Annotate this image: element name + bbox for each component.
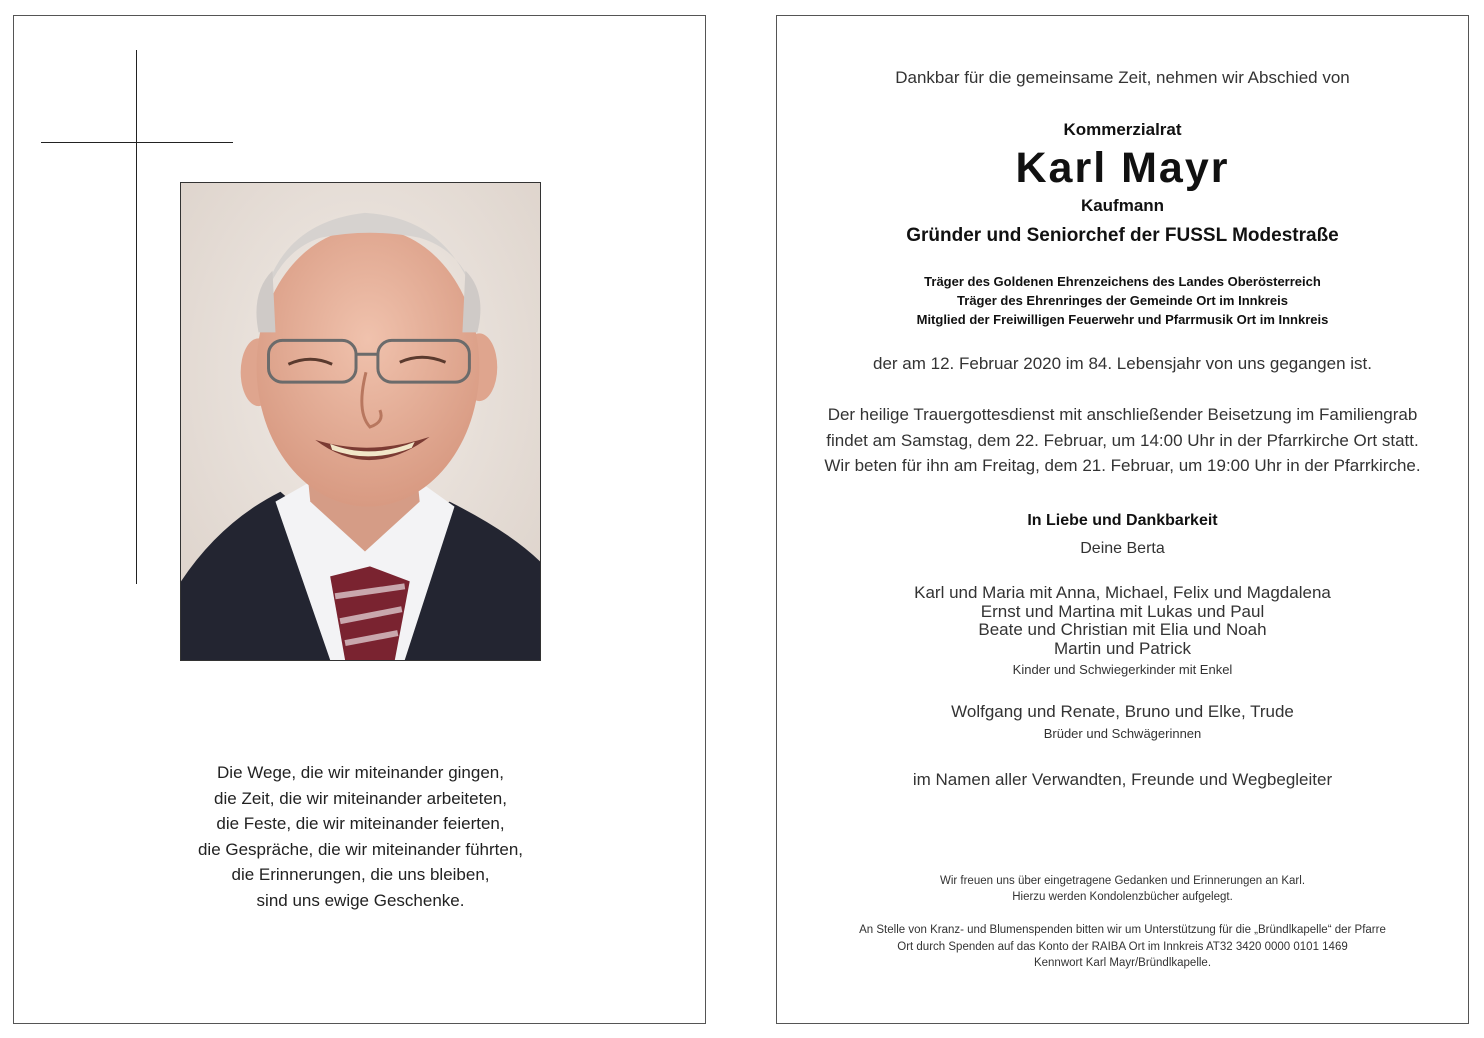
portrait-photo bbox=[180, 182, 541, 661]
poem-line: Die Wege, die wir miteinander gingen, bbox=[217, 763, 504, 782]
service-line: findet am Samstag, dem 22. Februar, um 14:00 Uhr in der Pfarrkirche Ort statt. bbox=[826, 430, 1419, 450]
donation-line: An Stelle von Kranz- und Blumenspenden bitten wir um Unterstützung für die „Bründlkapelle“ der Pfarre bbox=[859, 924, 1386, 936]
poem-line: sind uns ewige Geschenke. bbox=[256, 890, 465, 910]
award-line: Träger des Goldenen Ehrenzeichens des Landes Oberösterreich bbox=[924, 274, 1321, 289]
children-line: Ernst und Martina mit Lukas und Paul bbox=[980, 601, 1265, 621]
love-heading: In Liebe und Dankbarkeit bbox=[1027, 512, 1218, 529]
children-line: Martin und Patrick bbox=[1054, 638, 1191, 658]
children-line: Karl und Maria mit Anna, Michael, Felix und Magdalena bbox=[914, 583, 1331, 602]
condolence-note bbox=[777, 874, 1468, 905]
poem-line: die Erinnerungen, die uns bleiben, bbox=[231, 865, 490, 885]
service-line: Der heilige Trauergottesdienst mit anschließender Beisetzung im Familiengrab bbox=[827, 405, 1418, 424]
siblings-line: Wolfgang und Renate, Bruno und Elke, Trude bbox=[951, 702, 1294, 721]
role-description: Gründer und Seniorchef der FUSSL Modestraße bbox=[906, 225, 1339, 246]
children-line: Beate und Christian mit Elia und Noah bbox=[978, 620, 1267, 639]
profession: Kaufmann bbox=[1080, 196, 1165, 215]
poem bbox=[14, 760, 707, 914]
cross-vertical-line bbox=[136, 50, 137, 584]
poem-line: die Zeit, die wir miteinander arbeiteten, bbox=[214, 788, 507, 808]
wife-name: Deine Berta bbox=[1080, 540, 1165, 557]
children-note: Kinder und Schwiegerkinder mit Enkel bbox=[1012, 662, 1233, 677]
awards-list bbox=[777, 272, 1468, 329]
award-line: Träger des Ehrenringes der Gemeinde Ort im Innkreis bbox=[957, 293, 1288, 308]
left-page bbox=[13, 15, 706, 1024]
intro-text: Dankbar für die gemeinsame Zeit, nehmen wir Abschied von bbox=[895, 68, 1350, 87]
death-notice: der am 12. Februar 2020 im 84. Lebensjahr von uns gegangen ist. bbox=[873, 354, 1372, 373]
service-line: Wir beten für ihn am Freitag, dem 21. Februar, um 19:00 Uhr in der Pfarrkirche. bbox=[824, 456, 1421, 475]
closing-line: im Namen aller Verwandten, Freunde und Wegbegleiter bbox=[912, 770, 1333, 789]
donation-note bbox=[777, 922, 1468, 972]
deceased-name: Karl Mayr bbox=[1015, 144, 1230, 192]
condolence-line: Hierzu werden Kondolenzbücher aufgelegt. bbox=[1012, 890, 1233, 903]
cross-horizontal-line bbox=[41, 142, 233, 143]
award-line: Mitglied der Freiwilligen Feuerwehr und Pfarrmusik Ort im Innkreis bbox=[916, 312, 1329, 327]
siblings-note: Brüder und Schwägerinnen bbox=[1043, 726, 1202, 741]
poem-line: die Gespräche, die wir miteinander führten, bbox=[197, 839, 524, 859]
service-details bbox=[777, 402, 1468, 479]
portrait-illustration bbox=[181, 183, 540, 660]
honorific-title: Kommerzialrat bbox=[1063, 120, 1182, 139]
donation-line: Ort durch Spenden auf das Konto der RAIBA Ort im Innkreis AT32 3420 0000 0101 1469 bbox=[897, 940, 1348, 953]
right-page bbox=[776, 15, 1469, 1024]
poem-line: die Feste, die wir miteinander feierten, bbox=[216, 814, 505, 834]
donation-line: Kennwort Karl Mayr/Bründlkapelle. bbox=[1033, 957, 1212, 969]
children-list bbox=[777, 584, 1468, 658]
condolence-line: Wir freuen uns über eingetragene Gedanken und Erinnerungen an Karl. bbox=[939, 875, 1306, 887]
